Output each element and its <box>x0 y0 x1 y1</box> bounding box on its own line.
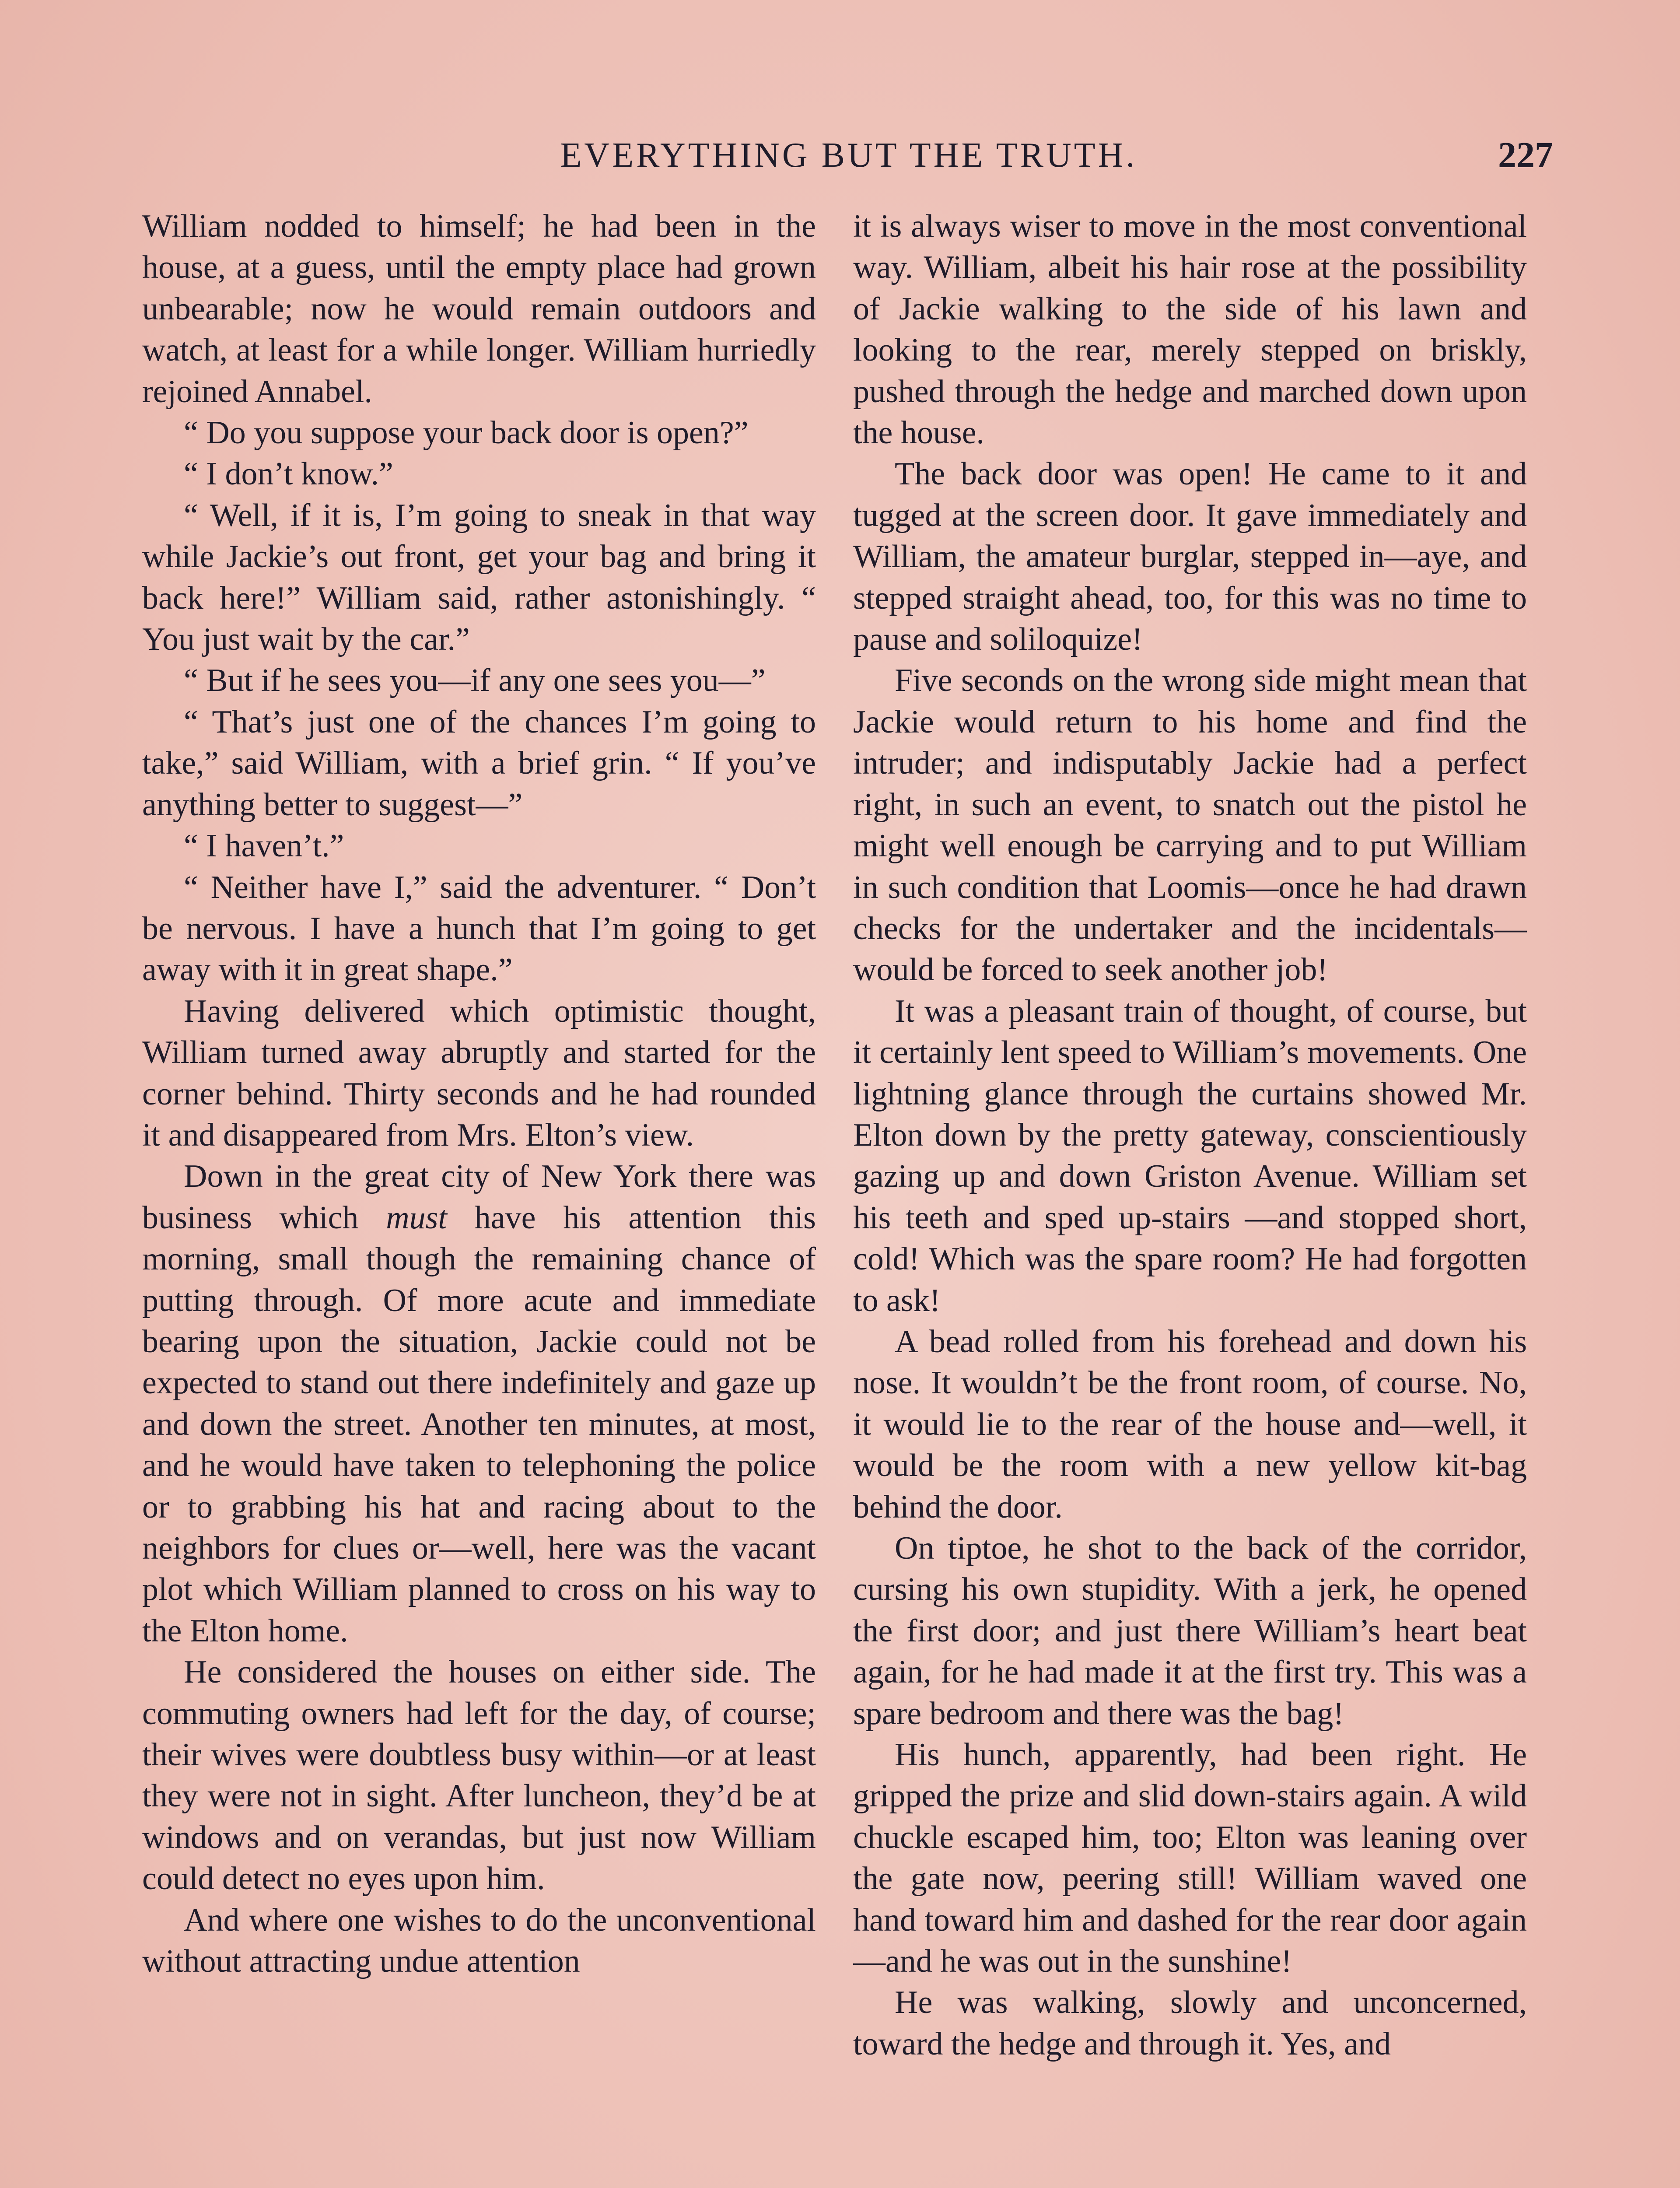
paragraph: His hunch, apparently, had been right. He gripped the prize and slid down-stairs again. A wild chuckle escaped him, too; Elton was leaning over the gate now, peering still! William waved one hand toward him and dashed for the rear door again—and he was out in the sunshine! <box>853 1737 1527 1980</box>
paragraph: “ Well, if it is, I’m going to sneak in that way while Jackie’s out front, get your bag and bring it back here!” William said, rather astonishingly. “ You just wait by the car.” <box>142 497 816 658</box>
paragraph: “ I haven’t.” <box>184 828 344 864</box>
running-title: EVERYTHING BUT THE TRUTH. <box>560 136 1138 175</box>
paragraph: And where one wishes to do the unconventional without attracting undue attention <box>142 1902 816 1980</box>
paragraph: He considered the houses on either side. The commuting owners had left for the day, of course; their wives were doubtless busy within—or at least they were not in sight. After luncheon, they’d be at windows and on verandas, but just now William could detect no eyes upon him. <box>142 1654 816 1897</box>
paragraph: The back door was open! He came to it and tugged at the screen door. It gave immediately and William, the amateur burglar, stepped in—aye, and stepped straight ahead, too, for this was no time to pause and soliloquize! <box>853 456 1527 658</box>
right-column <box>853 206 1527 2188</box>
paragraph: “ But if he sees you—if any one sees you—” <box>184 663 766 699</box>
paragraph: Five seconds on the wrong side might mean that Jackie would return to his home and find the intruder; and indisputably Jackie had a perfect right, in such an event, to snatch out the pistol he might well enough be carrying and to put William in such condition that Loomis—once he had drawn checks for the undertaker and the incidentals—would be forced to seek another job! <box>853 663 1527 988</box>
page-header <box>0 131 1680 179</box>
paragraph: “ That’s just one of the chances I’m going to take,” said William, with a brief grin. “ If you’ve anything better to suggest—” <box>142 704 816 823</box>
paragraph-text: have his attention this morning, small though the remaining chance of putting through. Of more acute and immediate bearing upon the situation, Jackie could not be expected to stand out there indefinitely and gaze up and down the street. Another ten minutes, at most, and he would have taken to telephoning the police or to grabbing his hat and racing about to the neighbors for clues or—well, here was the vacant plot which William planned to cross on his way to the Elton home. <box>142 1199 816 1649</box>
paragraph: A bead rolled from his forehead and down his nose. It wouldn’t be the front room, of course. No, it would lie to the rear of the house and—well, it would be the room with a new yellow kit-bag behind the door. <box>853 1323 1527 1525</box>
emphasized-word: must <box>386 1199 447 1236</box>
paragraph: On tiptoe, he shot to the back of the corridor, cursing his own stupidity. With a jerk, he opened the first door; and just there William’s heart beat again, for he had made it at the first try. This was a spare bedroom and there was the bag! <box>853 1530 1527 1732</box>
paragraph <box>142 1156 816 1652</box>
paragraph: He was walking, slowly and unconcerned, toward the hedge and through it. Yes, and <box>853 1985 1527 2062</box>
paragraph: Having delivered which optimistic thought, William turned away abruptly and started for the corner behind. Thirty seconds and he had rounded it and disappeared from Mrs. Elton’s view. <box>142 993 816 1153</box>
paragraph: it is always wiser to move in the most conventional way. William, albeit his hair rose at the possibility of Jackie walking to the side of his lawn and looking to the rear, merely stepped on briskly, pushed through the hedge and marched down upon the house. <box>853 208 1527 451</box>
paragraph: It was a pleasant train of thought, of course, but it certainly lent speed to William’s movements. One lightning glance through the curtains showed Mr. Elton down by the pretty gateway, conscientiously gazing up and down Griston Avenue. William set his teeth and sped up-stairs —and stopped short, cold! Which was the spare room? He had forgotten to ask! <box>853 993 1527 1318</box>
paragraph-text: Down in the great city of New York there was business which <box>142 1158 816 1236</box>
paragraph: William nodded to himself; he had been in the house, at a guess, until the empty place had grown unbearable; now he would remain outdoors and watch, at least for a while longer. William hurriedly rejoined Annabel. <box>142 208 816 410</box>
paragraph: “ I don’t know.” <box>184 456 393 492</box>
paragraph: “ Neither have I,” said the adventurer. “ Don’t be nervous. I have a hunch that I’m going to get away with it in great shape.” <box>142 869 816 988</box>
page-number: 227 <box>1498 135 1553 175</box>
left-column <box>142 206 816 2188</box>
paragraph: “ Do you suppose your back door is open?” <box>184 415 749 451</box>
